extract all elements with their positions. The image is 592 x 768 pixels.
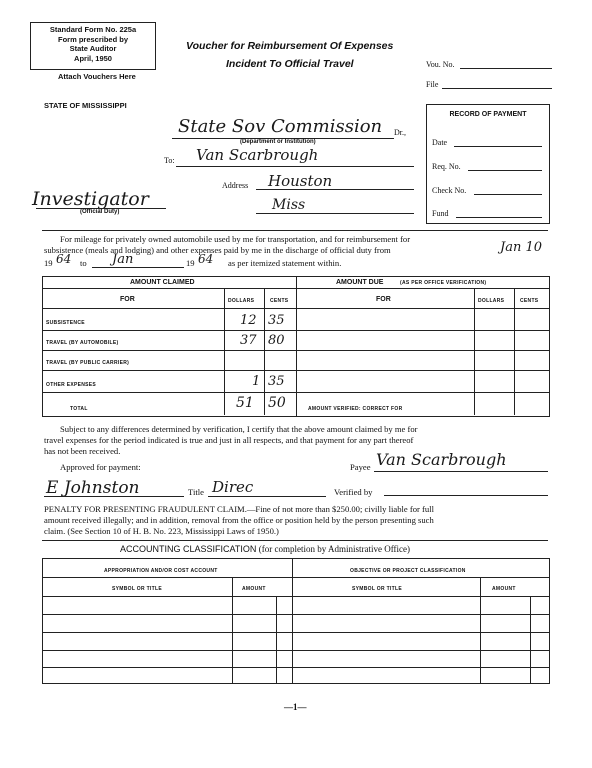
address2-handwriting: Miss	[272, 197, 306, 213]
official-duty-handwriting: Investigator	[32, 188, 149, 210]
vou-no-label: Vou. No.	[426, 60, 455, 69]
right-symbol-head: SYMBOL OR TITLE	[352, 586, 402, 592]
row-label: OTHER EXPENSES	[46, 382, 97, 388]
accounting-head-rule	[42, 577, 549, 578]
attach-vouchers-label: Attach Vouchers Here	[58, 72, 136, 81]
accounting-colhead-rule	[42, 596, 549, 597]
row-cents: 35	[268, 313, 285, 328]
row-label: TRAVEL (BY PUBLIC CARRIER)	[46, 360, 130, 366]
amount-claimed-title: AMOUNT CLAIMED	[130, 279, 195, 286]
statement-top-rule	[42, 230, 548, 231]
to-date-handwriting: Jan	[112, 252, 134, 267]
row-rule	[42, 350, 549, 351]
col-for-right: FOR	[376, 296, 391, 303]
amount-due-sub: (AS PER OFFICE VERIFICATION)	[400, 280, 487, 286]
total-dollars: 51	[236, 395, 254, 411]
file-line	[442, 88, 552, 89]
amount-due-title: AMOUNT DUE	[336, 279, 384, 286]
row-dollars: 1	[252, 374, 261, 389]
duty-caption: (Official Duty)	[80, 209, 120, 215]
row-label: TRAVEL (BY AUTOMOBILE)	[46, 340, 119, 346]
row-dollars: 12	[240, 313, 257, 328]
approver-signature: E Johnston	[46, 478, 140, 498]
row-rule	[42, 330, 549, 331]
payee-name-handwriting: Van Scarbrough	[196, 146, 319, 164]
record-fund-line	[456, 217, 542, 218]
appropriation-head: APPROPRIATION AND/OR COST ACCOUNT	[104, 568, 218, 574]
form-box-line: April, 1950	[74, 53, 112, 63]
approved-label: Approved for payment:	[60, 462, 141, 472]
form-number-box	[30, 22, 156, 70]
col-cents-right: CENTS	[520, 298, 539, 304]
col-dollars-left: DOLLARS	[228, 298, 255, 304]
dr-label: Dr.,	[394, 128, 406, 137]
row-rule	[42, 370, 549, 371]
row-label-total: TOTAL	[70, 406, 88, 412]
page-number: —1—	[284, 702, 307, 712]
table-mid-divider	[296, 276, 297, 416]
form-box-line: Standard Form No. 225a	[49, 25, 137, 34]
statement-tail: as per itemized statement within.	[228, 258, 342, 268]
year1-handwriting: 64	[56, 252, 72, 266]
accounting-row-rule	[42, 614, 549, 615]
record-fund-label: Fund	[432, 209, 449, 218]
left-dollars-col	[224, 288, 225, 415]
right-amount-head: AMOUNT	[492, 586, 516, 592]
right-dollars-col	[474, 288, 475, 415]
approver-line	[44, 496, 184, 497]
accounting-title	[120, 544, 410, 555]
record-check-label: Check No.	[432, 186, 467, 195]
objective-head: OBJECTIVE OR PROJECT CLASSIFICATION	[350, 568, 466, 574]
row-cents: 80	[268, 333, 285, 348]
col-for-left: FOR	[120, 296, 135, 303]
accounting-row-rule	[42, 650, 549, 651]
form-title-2: Incident To Official Travel	[226, 58, 354, 70]
state-label: STATE OF MISSISSIPPI	[44, 101, 127, 110]
from-date-handwriting: Jan 10	[500, 240, 543, 255]
department-handwriting: State Sov Commission	[178, 116, 383, 137]
certify-line-3: has not been received.	[44, 446, 121, 456]
penalty-line-2: amount received illegally; and in addition, removal from the office or position held by the person presenting such	[44, 515, 434, 525]
year2-prefix: 19	[186, 258, 195, 268]
to-date-line	[92, 267, 184, 268]
table-head-rule	[42, 288, 549, 289]
accounting-row-rule	[42, 667, 549, 668]
certify-line-2: travel expenses for the period indicated is true and just in all respects, and that payment for any part thereof	[44, 435, 414, 445]
form-box-line: Form prescribed by	[57, 34, 129, 44]
record-check-line	[474, 194, 542, 195]
statement-line-2: subsistence (meals and lodging) and other expenses paid by me in the discharge of official duty from	[44, 245, 391, 255]
address-handwriting: Houston	[268, 172, 333, 190]
record-req-line	[468, 170, 542, 171]
payee-line	[374, 471, 548, 472]
statement-line-1: For mileage for privately owned automobile used by me for transportation, and for reimbursement for	[60, 234, 411, 244]
address-label: Address	[222, 181, 249, 190]
penalty-line-3: claim. (See Section 10 of H. B. No. 223, Mississippi Laws of 1950.)	[44, 526, 279, 536]
row-dollars: 37	[240, 333, 257, 348]
to-word: to	[80, 258, 87, 268]
year2-handwriting: 64	[198, 252, 214, 266]
accounting-top-rule	[42, 540, 548, 541]
table-colhead-rule	[42, 308, 549, 309]
department-caption: (Department or Institution)	[240, 139, 316, 145]
to-label: To:	[164, 156, 175, 165]
title-handwriting: Direc	[212, 478, 254, 496]
record-req-label: Req. No.	[432, 162, 461, 171]
address-line	[256, 189, 414, 190]
record-date-line	[454, 146, 542, 147]
address2-line	[256, 213, 414, 214]
col-cents-left: CENTS	[270, 298, 289, 304]
certify-line-1: Subject to any differences determined by verification, I certify that the above amount claimed by me for	[60, 424, 418, 434]
left-cents-col	[264, 288, 265, 415]
right-cents-col	[514, 288, 515, 415]
to-line	[176, 166, 414, 167]
row-rule	[42, 392, 549, 393]
penalty-line-1: PENALTY FOR PRESENTING FRAUDULENT CLAIM.—Fine of not more than $250.00; civilly liable for full	[44, 504, 434, 514]
accounting-row-rule	[42, 632, 549, 633]
col-dollars-right: DOLLARS	[478, 298, 505, 304]
file-label: File	[426, 80, 439, 89]
verified-by-line	[384, 495, 548, 496]
vou-no-line	[460, 68, 552, 69]
left-cents-col	[276, 596, 277, 683]
left-symbol-head: SYMBOL OR TITLE	[112, 586, 162, 592]
payee-label: Payee	[350, 462, 371, 472]
total-cents: 50	[268, 395, 286, 411]
form-box-line: State Auditor	[69, 44, 117, 53]
year1-prefix: 19	[44, 258, 53, 268]
left-amount-head: AMOUNT	[242, 586, 266, 592]
amount-verified-label: AMOUNT VERIFIED: CORRECT FOR	[308, 406, 403, 412]
record-date-label: Date	[432, 138, 448, 147]
row-label: SUBSISTENCE	[46, 320, 85, 326]
row-cents: 35	[268, 374, 285, 389]
accounting-title-text: ACCOUNTING CLASSIFICATION	[120, 544, 257, 554]
title-label: Title	[188, 487, 204, 497]
payee-signature: Van Scarbrough	[376, 450, 507, 469]
verified-by-label: Verified by	[334, 487, 373, 497]
title-line	[208, 496, 326, 497]
right-cents-col	[530, 596, 531, 683]
record-title: RECORD OF PAYMENT	[449, 111, 527, 118]
form-title-1: Voucher for Reimbursement Of Expenses	[186, 40, 394, 52]
accounting-title-note: (for completion by Administrative Office)	[258, 544, 411, 554]
